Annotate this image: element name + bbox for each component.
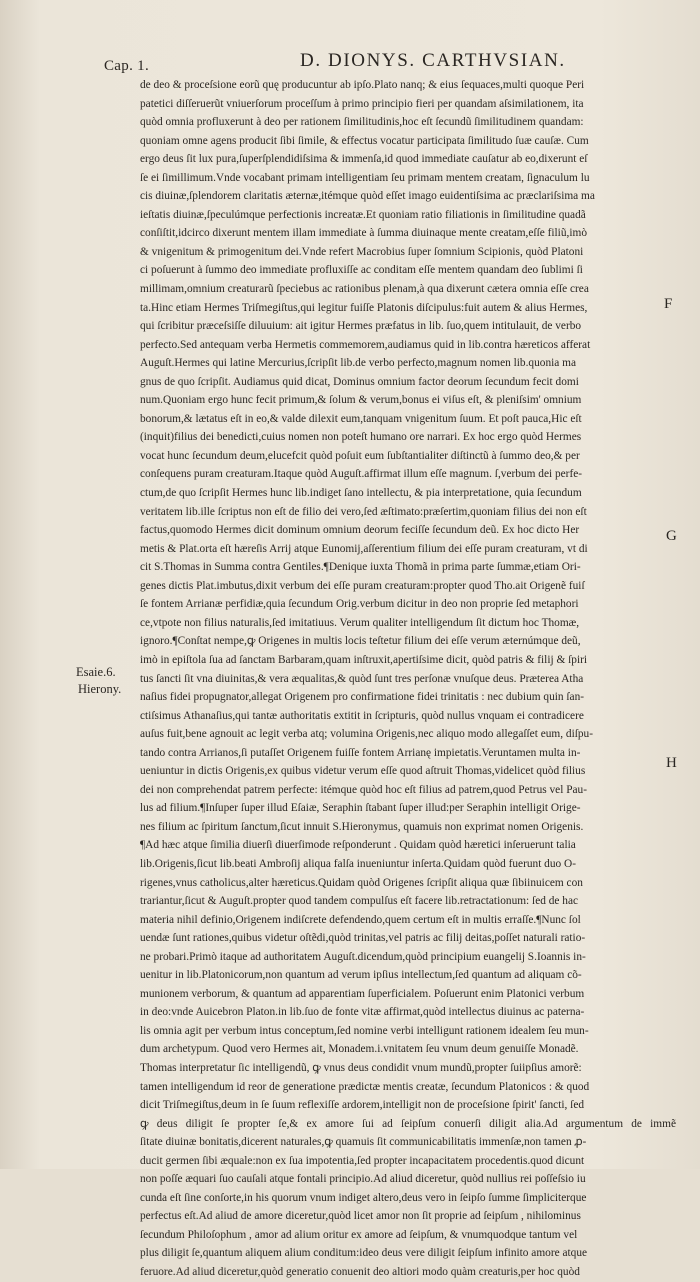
text-line: imò in epiſtola ſua ad ſanctam Barbaram,quam inſtruxit,apertiſsime dicit, quòd patris & filij & ſpiri: [140, 653, 588, 666]
text-line: ſitate diuinæ bonitatis,dicerent naturales,ꝙ quamuis ſit communicabilitatis immenſæ,non tamen ꝓ-: [140, 1136, 587, 1149]
text-line: ce,vtpote non filius naturalis,ſed imitatiuus. Verum qualiter intelligendum ſit dictum hoc Thomæ,: [140, 616, 580, 629]
text-line: rigenes,vnus catholicus,alter hæreticus.Quidam quòd Origenes ſcripſit aliqua quæ ſibiinuicem con: [140, 876, 583, 889]
text-line: Auguſt.Hermes qui latine Mercurius,ſcripſit lib.de verbo perfecto,magnum nomen lib.quonia ma: [140, 357, 576, 370]
text-line: naſius fidei propugnator,allegat Origenem pro confirmatione fidei trinitatis : nec dubium quin ſan-: [140, 691, 585, 704]
text-line: ieſtatis diuinæ,ſpeculúmque perfectionis increatæ.Et quoniam ratio filiationis in ſimilitudine quadã: [140, 208, 586, 221]
chapter-label: Cap. 1.: [104, 58, 150, 74]
text-line: tus ſancti ſit vna diuinitas,& vera æqualitas,& quòd ſunt tres perſonæ vnuſque deus. Præterea Atha: [140, 672, 584, 685]
margin-ref-esaie: Esaie.6.: [76, 665, 116, 679]
text-line: conſiſtit,idcirco dixerunt mentem illam immediate à ſumma diuinaque mente creatam,eſſe filiũ,imò: [140, 227, 587, 240]
text-line: tando contra Arrianos,ſi putaſſet Origenem fuiſſe fontem Arrianę impietatis.Veruntamen multa in-: [140, 746, 581, 759]
text-line: quoniam omne agens producit ſibi ſimile, & effectus vocatur participata ſimilitudo ſuæ cauſæ. Cum: [140, 134, 589, 147]
text-line: (inquit)filius dei benedicti,cuius nomen non poteſt humano ore narrari. Ex hoc ergo quòd Hermes: [140, 431, 582, 444]
text-line: Thomas interpretatur ſic intelligendũ, ꝙ vnus deus condidit vnum mundũ,propter ſuiipſius amorẽ:: [140, 1061, 582, 1074]
text-line: trariantur,ſicut & Auguſt.propter quod tandem compulſus eſt facere lib.retractationum: ſed de hac: [140, 895, 579, 908]
text-line: cit S.Thomas in Summa contra Gentiles.¶Denique iuxta Thomã in prima parte ſummæ,etiam Ori-: [140, 561, 581, 574]
text-line: num.Quoniam ergo hunc fecit primum,& ſolum & verum,bonus ei viſus eſt, & pleniſsim' omnium: [140, 394, 582, 407]
text-line: ctum,de quo ſcripſit Hermes hunc lib.indiget ſano intellectu, & pia interpretatione, quia ſecundum: [140, 487, 582, 500]
text-line: ci poſuerunt à ſummo deo immediate profluxiſſe ac conditam eſſe mentem quandam deo ſublimi ſi: [140, 264, 583, 277]
text-line: lus ad filium.¶Inſuper ſuper illud Eſaiæ, Seraphin ſtabant ſuper illud:per Seraphin intelligit Orige-: [140, 802, 581, 815]
text-line: lib.Origenis,ſicut lib.beati Ambroſij aliqua falſa inueniuntur inſerta.Quidam quòd fuerunt duo O-: [140, 857, 577, 870]
text-line: ſe fontem Arrianæ perfidiæ,quia ſecundum Orig.verbum dicitur in deo non proprie ſed metaphori: [140, 598, 579, 611]
text-line: qui ſcribitur præceſsiſſe diluuium: ait igitur Hermes præfatus in lib. ſuo,quem intitulauit, de verbo: [140, 320, 582, 333]
text-line: bonorum,& lætatus eſt in eo,& valde dilexit eum,tanquam vnigenitum ſuum. Et poſt pauca,Hic eſt: [140, 412, 582, 425]
text-line: metis & Plat.orta eſt hæreſis Arrij atque Eunomij,aſſerentium filium dei eſſe puram creaturam, vt di: [140, 542, 588, 555]
margin-letter-h: H: [666, 755, 677, 771]
margin-letter-f: F: [664, 296, 673, 312]
text-line: genes dictis Plat.imbutus,dixit verbum dei eſſe puram creaturam:propter quod Tho.ait Origenẽ fuiſ: [140, 579, 585, 592]
text-line: nes filium ac ſpiritum ſanctum,ſicut innuit S.Hieronymus, quamuis non exprimat nomen Origenis.: [140, 820, 584, 833]
margin-letter-g: G: [666, 528, 677, 544]
text-line: non poſſe æquari ſuo cauſali atque fontali principio.Ad aliud diceretur, quòd nullius rei poſſeſsio iu: [140, 1173, 586, 1186]
text-line: & vnigenitum & primogenitum dei.Vnde refert Macrobius ſuper ſomnium Scipionis, quòd Platoni: [140, 245, 584, 258]
text-line: gnus de quo ſcripſit. Audiamus quid dicat, Dominus omnium factor deorum ſecundum fecit domi: [140, 375, 579, 388]
text-line: ta.Hinc etiam Hermes Triſmegiſtus,qui legitur fuiſſe Platonis diſcipulus:fuit autem & alius Hermes,: [140, 301, 588, 314]
text-line: perfectus eſt.Ad aliud de amore diceretur,quòd licet amor non ſit proprie ad ſeipſum , nihilominus: [140, 1210, 581, 1223]
margin-ref-hierony: Hierony.: [78, 682, 122, 696]
text-line: auſus fuit,bene agnouit ac legit verba atq; volumina Origenis,nec aliquo modo allegaſſet eum, diſpu-: [140, 728, 593, 741]
text-line: plus diligit ſe,quantum aliquem alium conditum:ideo deus vere diligit ſeipſum infinito amore atque: [140, 1247, 588, 1260]
text-line: ergo deus ſit lux pura,ſuperſplendidiſsima & immenſa,id quod immediate cauſatur ab eo,dixerunt eſ: [140, 153, 588, 166]
text-line: ne probari.Primò itaque ad authoritatem Auguſt.dicendum,quòd principium euangelij S.Ioannis in-: [140, 950, 586, 963]
text-line: ꝙ deus diligit ſe propter ſe,& ex amore ſui ad ſeipſum conuerſi diligit alia.Ad argumentum de immẽ: [140, 1117, 676, 1130]
text-line: feruore.Ad aliud diceretur,quòd generatio conuenit deo altiori modo quàm creaturis,per hoc quòd: [140, 1266, 580, 1278]
text-line: ignoro.¶Conſtat nempe,ꝙ Origenes in multis locis teſtetur filium dei eſſe verum æternúmque deũ,: [140, 635, 581, 648]
text-line: dei non comprehendat patrem perfecte: itémque quòd hoc eſt filius ad patrem,quod Petrus vel Pau-: [140, 783, 587, 796]
text-line: ſecundum Philoſophum , amor ad alium oritur ex amore ad ſeipſum, & vnumquodque tantum vel: [140, 1228, 578, 1241]
text-line: ducit germen ſibi æquale:non ex ſua impotentia,ſed propter incapacitatem procedentis.quod dicunt: [140, 1154, 585, 1167]
page-title: D. DIONYS. CARTHVSIAN.: [300, 50, 566, 71]
text-line: in deo:vnde Auicebron Platon.in lib.ſuo de fonte vitæ affirmat,quòd intellectus diuinus ac paterna-: [140, 1006, 585, 1019]
text-line: dum archetypum. Quod vero Hermes ait, Monadem.i.vnitatem ſeu vnum deum genuiſſe Monadẽ.: [140, 1043, 579, 1056]
text-line: dicit Triſmegiſtus,deum in ſe ſuum reflexiſſe ardorem,intelligit non de proceſsione ſpirit' ſancti, ſed: [140, 1099, 585, 1112]
text-line: munionem verborum, & quantum ad apparentiam ſuperficialem. Poſuerunt enim Platonici verbum: [140, 987, 585, 1000]
body-text-block: [140, 76, 676, 1282]
text-line: factus,quomodo Hermes dicit dominum omnium deorum feciſſe ſecundum deũ. Ex hoc dicto Her: [140, 524, 580, 537]
text-line: patetici diſſeruerũt vniuerſorum proceſſum à primo principio fieri per quandam aſsimilationem, ita: [140, 97, 584, 110]
text-line: millimam,omnium creaturarũ ſpeciebus ac rationibus plenam,à qua dixerunt cætera omnia eſſe crea: [140, 283, 589, 296]
text-line: veritatem lib.ille ſcriptus non eſt de filio dei vero,ſed æſtimato:præſertim,quoniam filius dei non eſt: [140, 505, 587, 518]
text-line: cis diuinæ,ſplendorem claritatis æternæ,itémque quòd eſſet imago euidentiſsima ac præclariſsima ma: [140, 190, 595, 203]
text-line: tamen intelligendum id reor de generatione prædictæ mentis creatæ, ſecundum Platonicos : & quod: [140, 1080, 590, 1093]
text-line: uenitur in lib.Platonicorum,non quantum ad verum ipſius intellectum,ſed quantum ad aliquam cõ-: [140, 969, 582, 982]
text-line: ctiſsimus Athanaſius,qui tantæ authoritatis extitit in ſcripturis, quòd nullus vnquam ei contradicere: [140, 709, 584, 722]
text-line: ¶Ad hæc atque ſimilia diuerſi diuerſimode reſponderunt . Quidam quòd hæretici inſeruerunt talia: [140, 839, 576, 852]
text-line: perfecto.Sed antequam verba Hermetis commemorem,audiamus quid in lib.contra hæreticos afferat: [140, 338, 591, 351]
text-line: uendæ ſunt rationes,quibus videtur oſtẽdi,quòd trinitas,vel patris ac filij deitas,poſſet naturali ratio-: [140, 932, 586, 945]
text-line: ueniuntur in dictis Origenis,ex quibus videtur verum eſſe quod aſtruit Thomas,videlicet quòd filius: [140, 765, 586, 778]
text-line: de deo & proceſsione eorũ quę producuntur ab ipſo.Plato nanq; & eius ſequaces,multi quoque Peri: [140, 79, 585, 91]
text-line: materia nihil definio,Origenem indiſcrete defendendo,quem certum eſt in multis erraſſe.¶Nunc ſol: [140, 913, 581, 926]
text-line: quòd omnia profluxerunt à deo per rationem ſimilitudinis,hoc eſt ſecundũ ſimilitudinem quandam:: [140, 116, 584, 129]
text-line: ſe ei ſimillimum.Vnde vocabant primam intelligentiam ſeu primam mentem creatam, ſignaculum lu: [140, 171, 590, 184]
text-line: conſequens puram creaturam.Itaque quòd Auguſt.affirmat illum eſſe magnum. ſ,verbum dei perfe-: [140, 468, 583, 481]
text-line: cunda eſt ſine conſorte,in his quorum vnum indiget altero,deus vero in ſeipſo ſumme ſimpliciterque: [140, 1191, 587, 1204]
text-line: vocat hunc ſecundum deum,elucefcit quòd poſuit eum ſubſtantialiter diſtinctũ à ſummo deo,& per: [140, 449, 580, 462]
text-line: lis omnia agit per verbum intus conceptum,ſed nomine verbi intelligunt rationem idealem ſeu mun-: [140, 1024, 589, 1037]
